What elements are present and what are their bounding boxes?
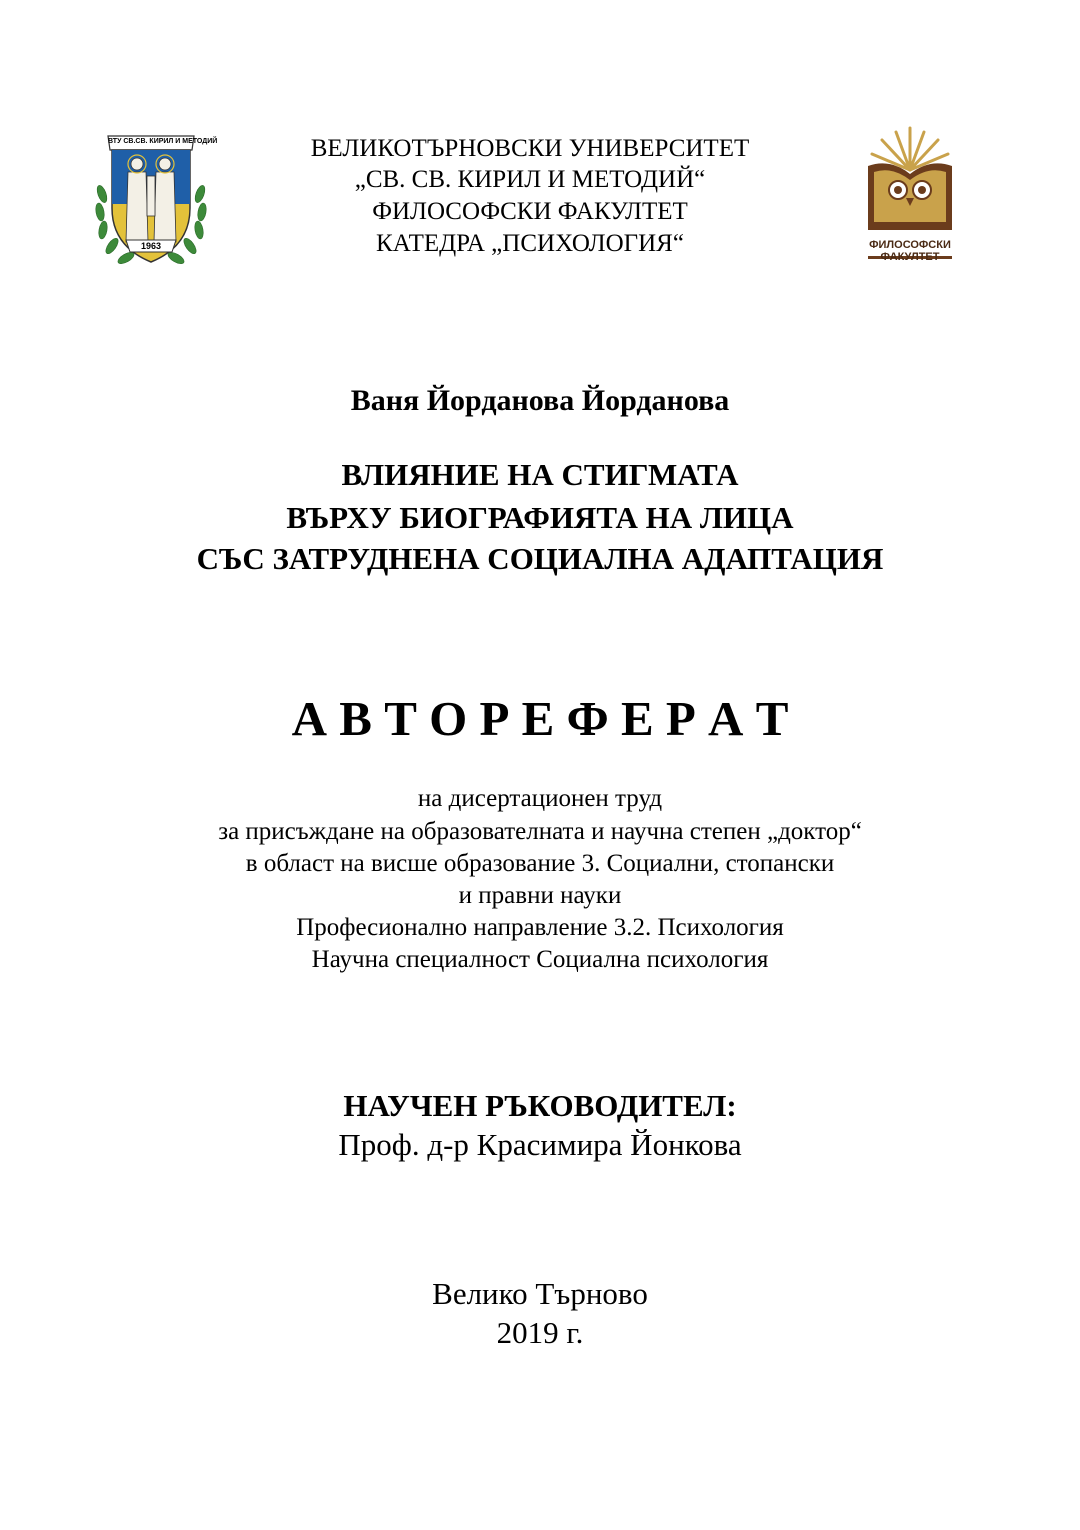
header-department: КАТЕДРА „ПСИХОЛОГИЯ“ [376, 230, 684, 257]
crest-year: 1963 [140, 241, 162, 251]
owl-logo-text-line2: ФАКУЛТЕТ [880, 251, 940, 263]
description-line-5: Професионално направление 3.2. Психология [296, 914, 784, 941]
description-line-1: на дисертационен труд [417, 785, 663, 812]
description-line-2: за присъждане на образователната и научна степен „доктор“ [218, 818, 862, 845]
description-line-4: и правни науки [458, 882, 622, 909]
supervisor-name: Проф. д-р Красимира Йонкова [338, 1127, 742, 1162]
title-line-1: ВЛИЯНИЕ НА СТИГМАТА [341, 457, 739, 492]
supervisor-label: НАУЧЕН РЪКОВОДИТЕЛ: [343, 1088, 737, 1123]
header-faculty: ФИЛОСОФСКИ ФАКУЛТЕТ [372, 198, 688, 225]
document-type: А В Т О Р Е Ф Е Р А Т [291, 691, 789, 746]
place: Велико Търново [432, 1276, 648, 1311]
year: 2019 г. [496, 1315, 584, 1350]
description-line-6: Научна специалност Социална психология [311, 946, 769, 973]
crest-ribbon-text: ВТУ СВ.СВ. КИРИЛ И МЕТОДИЙ [108, 138, 218, 145]
header-university: ВЕЛИКОТЪРНОВСКИ УНИВЕРСИТЕТ [310, 135, 750, 162]
author-name: Ваня Йорданова Йорданова [350, 384, 730, 417]
title-line-2: ВЪРХУ БИОГРАФИЯТА НА ЛИЦА [286, 500, 794, 535]
owl-logo-text-line1: ФИЛОСОФСКИ [869, 239, 951, 251]
title-line-3: СЪС ЗАТРУДНЕНА СОЦИАЛНА АДАПТАЦИЯ [196, 541, 884, 576]
header-university-name: „СВ. СВ. КИРИЛ И МЕТОДИЙ“ [354, 166, 706, 193]
description-line-3: в област на висше образование 3. Социални, стопански [245, 850, 835, 877]
